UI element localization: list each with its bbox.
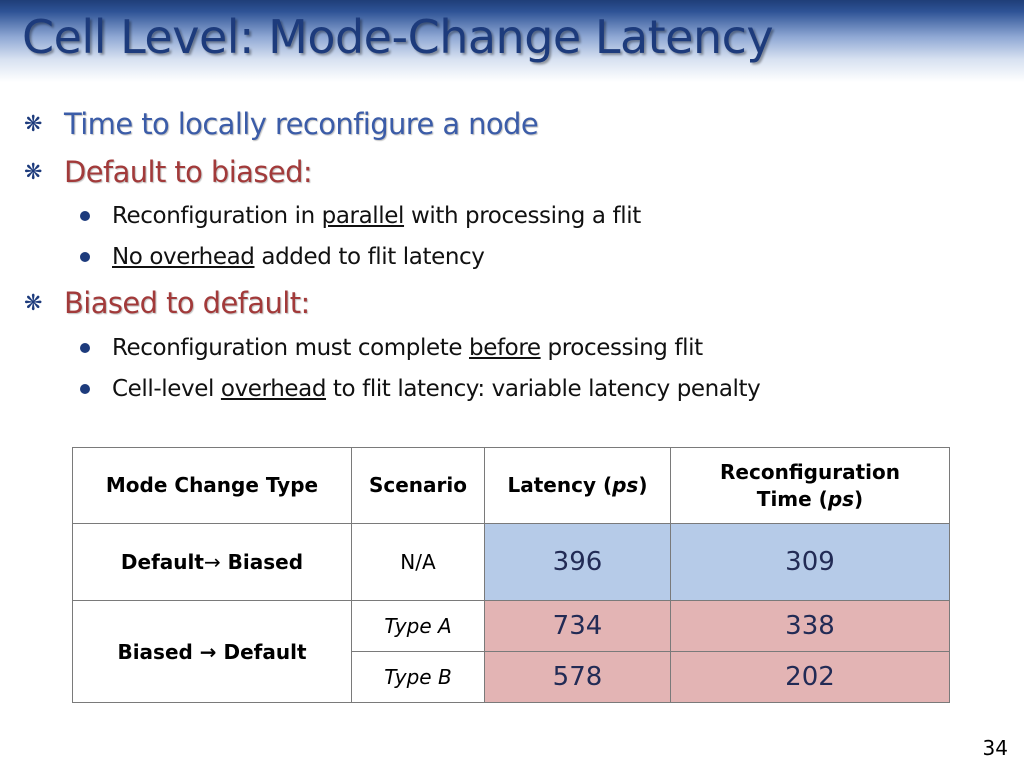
scenario-cell: Type B bbox=[352, 652, 485, 703]
reconfig-time-cell: 202 bbox=[671, 652, 950, 703]
header-scenario: Scenario bbox=[352, 448, 485, 524]
bullet-text: Time to locally reconfigure a node bbox=[64, 107, 539, 141]
header-reconfiguration-time: Reconfiguration Time (ps) bbox=[671, 448, 950, 524]
asterisk-bullet-icon: ❋ bbox=[24, 290, 42, 316]
bullet-level1 bbox=[24, 286, 310, 320]
header-mode-change-type: Mode Change Type bbox=[73, 448, 352, 524]
scenario-cell: Type A bbox=[352, 601, 485, 652]
reconfig-time-cell: 338 bbox=[671, 601, 950, 652]
latency-cell: 396 bbox=[485, 524, 671, 601]
bullet-level2 bbox=[80, 203, 641, 229]
latency-cell: 734 bbox=[485, 601, 671, 652]
dot-bullet-icon bbox=[80, 211, 90, 221]
dot-bullet-icon bbox=[80, 343, 90, 353]
bullet-text: Default to biased: bbox=[64, 155, 313, 189]
dot-bullet-icon bbox=[80, 252, 90, 262]
bullet-level2 bbox=[80, 244, 484, 270]
sub-bullet-text: Reconfiguration in parallel with processing a flit bbox=[112, 203, 641, 229]
dot-bullet-icon bbox=[80, 384, 90, 394]
bullet-level2 bbox=[80, 335, 703, 361]
header-latency: Latency (ps) bbox=[485, 448, 671, 524]
sub-bullet-text: Reconfiguration must complete before processing flit bbox=[112, 335, 703, 361]
bullet-text: Biased to default: bbox=[64, 286, 310, 320]
asterisk-bullet-icon: ❋ bbox=[24, 111, 42, 137]
latency-cell: 578 bbox=[485, 652, 671, 703]
table-row bbox=[73, 601, 950, 652]
bullet-level1 bbox=[24, 107, 538, 141]
scenario-cell: N/A bbox=[352, 524, 485, 601]
table-header-row bbox=[73, 448, 950, 524]
slide-number: 34 bbox=[982, 736, 1008, 760]
bullet-level2 bbox=[80, 376, 760, 402]
bullet-level1 bbox=[24, 155, 312, 189]
table-row bbox=[73, 524, 950, 601]
sub-bullet-text: No overhead added to flit latency bbox=[112, 244, 485, 270]
slide-title: Cell Level: Mode-Change Latency bbox=[22, 10, 774, 64]
reconfig-time-cell: 309 bbox=[671, 524, 950, 601]
mode-change-biased-default: Biased → Default bbox=[73, 601, 352, 703]
asterisk-bullet-icon: ❋ bbox=[24, 159, 42, 185]
latency-table bbox=[72, 447, 950, 703]
mode-change-default-biased: Default→ Biased bbox=[73, 524, 352, 601]
sub-bullet-text: Cell-level overhead to flit latency: variable latency penalty bbox=[112, 376, 761, 402]
